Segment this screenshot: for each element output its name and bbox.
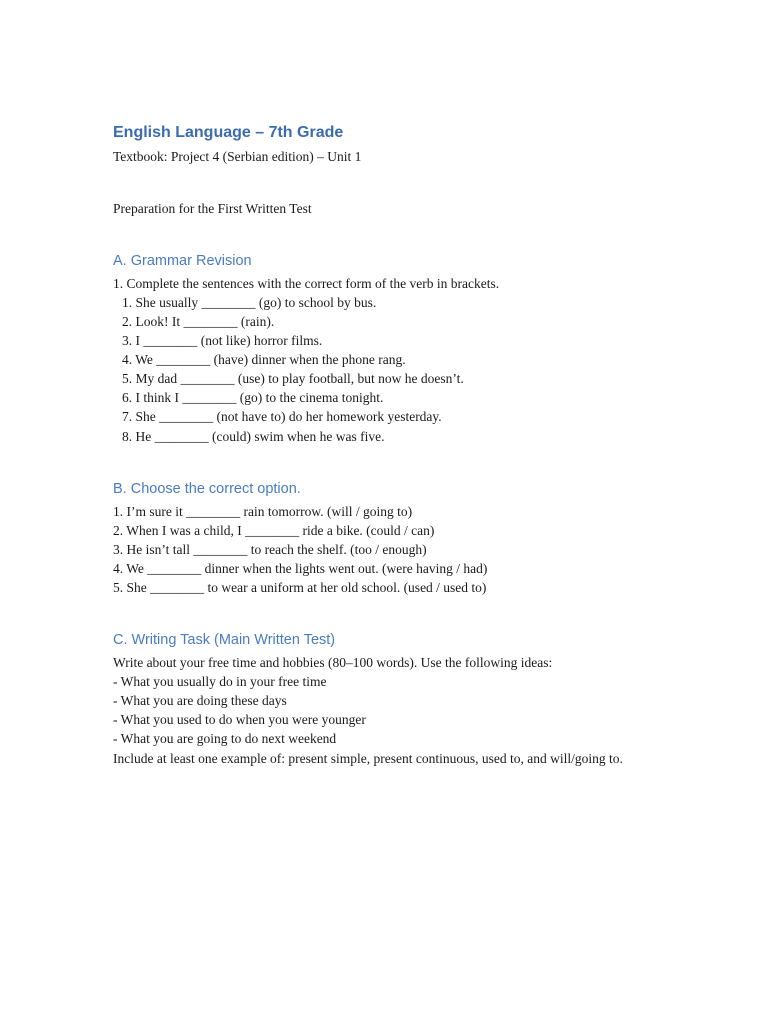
section-a-item: 1. She usually ________ (go) to school by bus. — [122, 295, 377, 310]
section-a-item: 8. He ________ (could) swim when he was five. — [122, 429, 385, 444]
section-a-item: 6. I think I ________ (go) to the cinema tonight. — [122, 390, 384, 405]
section-a-instruction: 1. Complete the sentences with the correct form of the verb in brackets. — [113, 276, 500, 291]
section-a-item: 5. My dad ________ (use) to play football, but now he doesn’t. — [122, 371, 464, 386]
section-b-item: 3. He isn’t tall ________ to reach the shelf. (too / enough) — [113, 542, 427, 557]
section-a-heading: A. Grammar Revision — [113, 253, 252, 269]
section-c-idea: - What you used to do when you were younger — [113, 712, 366, 727]
section-b-heading: B. Choose the correct option. — [113, 481, 301, 497]
section-b-item: 2. When I was a child, I ________ ride a bike. (could / can) — [113, 523, 435, 538]
section-a-item: 3. I ________ (not like) horror films. — [122, 333, 323, 348]
section-c-idea: - What you are going to do next weekend — [113, 731, 337, 746]
section-c-heading: C. Writing Task (Main Written Test) — [113, 632, 336, 648]
section-b-item: 1. I’m sure it ________ rain tomorrow. (will / going to) — [113, 504, 413, 519]
section-a-item: 2. Look! It ________ (rain). — [122, 314, 275, 329]
section-b-item: 4. We ________ dinner when the lights went out. (were having / had) — [113, 561, 488, 576]
section-c-closing: Include at least one example of: present simple, present continuous, used to, and will/going to. — [113, 751, 623, 766]
section-a-item: 7. She ________ (not have to) do her homework yesterday. — [122, 409, 442, 424]
section-b-item: 5. She ________ to wear a uniform at her old school. (used / used to) — [113, 580, 487, 595]
section-c-instruction: Write about your free time and hobbies (80–100 words). Use the following ideas: — [113, 655, 553, 670]
section-c-idea: - What you are doing these days — [113, 693, 287, 708]
textbook-line: Textbook: Project 4 (Serbian edition) – Unit 1 — [113, 149, 362, 164]
preparation-line: Preparation for the First Written Test — [113, 201, 312, 216]
document-title: English Language – 7th Grade — [113, 124, 344, 141]
section-c-idea: - What you usually do in your free time — [113, 674, 327, 689]
section-a-item: 4. We ________ (have) dinner when the phone rang. — [122, 352, 406, 367]
